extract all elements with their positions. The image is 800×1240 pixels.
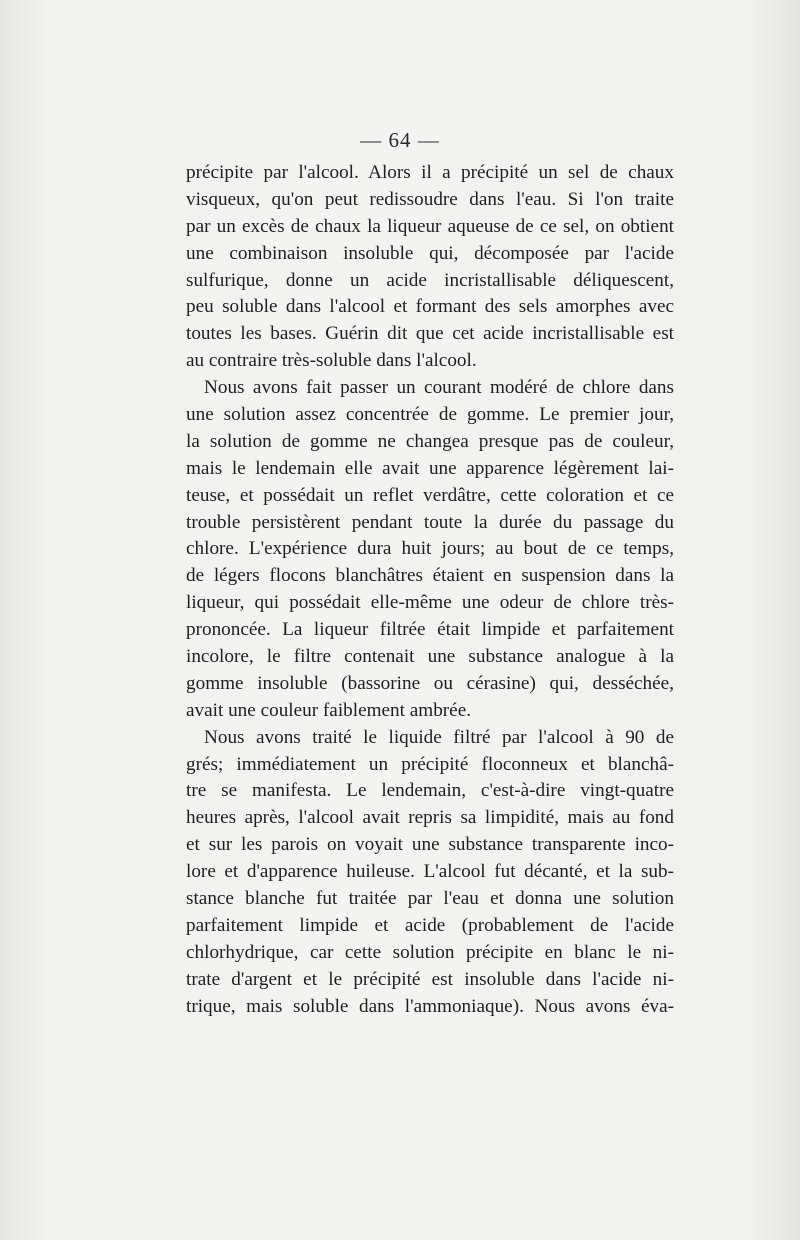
text-line: la solution de gomme ne changea presque pas de couleur, xyxy=(186,430,674,452)
text-line: sulfurique, donne un acide incristallisable déliquescent, xyxy=(186,269,674,291)
text-line: peu soluble dans l'alcool et formant des sels amorphes avec xyxy=(186,296,674,318)
text-line: une combinaison insoluble qui, décomposée par l'acide xyxy=(186,242,674,264)
text-line: grés; immédiatement un précipité floconneux et blanchâ- xyxy=(186,753,674,775)
text-line: stance blanche fut traitée par l'eau et donna une solution xyxy=(186,888,674,910)
text-line: une solution assez concentrée de gomme. Le premier jour, xyxy=(186,404,674,426)
text-line: de légers flocons blanchâtres étaient en suspension dans la xyxy=(186,565,674,587)
paragraph xyxy=(186,725,674,1021)
text-line: gomme insoluble (bassorine ou cérasine) qui, desséchée, xyxy=(186,672,674,694)
text-line: par un excès de chaux la liqueur aqueuse de ce sel, on obtient xyxy=(186,215,674,237)
text-line: prononcée. La liqueur filtrée était limpide et parfaitement xyxy=(186,619,674,641)
text-line: lore et d'apparence huileuse. L'alcool fut décanté, et la sub- xyxy=(186,861,674,883)
text-line: Nous avons traité le liquide filtré par l'alcool à 90 de xyxy=(204,726,674,748)
text-line: mais le lendemain elle avait une apparence légèrement lai- xyxy=(186,457,674,479)
text-line: toutes les bases. Guérin dit que cet acide incristallisable est xyxy=(186,323,674,345)
text-line: trate d'argent et le précipité est insoluble dans l'acide ni- xyxy=(186,968,674,990)
text-line: incolore, le filtre contenait une substance analogue à la xyxy=(186,646,674,668)
text-line: chlore. L'expérience dura huit jours; au bout de ce temps, xyxy=(186,538,674,560)
paragraph xyxy=(186,375,674,725)
page-number: — 64 — xyxy=(360,128,440,152)
text-line: chlorhydrique, car cette solution précipite en blanc le ni- xyxy=(186,941,674,963)
text-line: Nous avons fait passer un courant modéré de chlore dans xyxy=(204,377,674,399)
text-line: et sur les parois on voyait une substance transparente inco- xyxy=(186,834,674,856)
text-line: teuse, et possédait un reflet verdâtre, cette coloration et ce xyxy=(186,484,674,506)
text-line: au contraire très-soluble dans l'alcool. xyxy=(186,350,477,372)
paragraph xyxy=(186,160,674,375)
text-line: trique, mais soluble dans l'ammoniaque). Nous avons éva- xyxy=(186,995,674,1017)
text-line: visqueux, qu'on peut redissoudre dans l'eau. Si l'on traite xyxy=(186,188,674,210)
text-line: parfaitement limpide et acide (probablement de l'acide xyxy=(186,914,674,936)
body-text xyxy=(186,160,674,1021)
text-line: heures après, l'alcool avait repris sa limpidité, mais au fond xyxy=(186,807,674,829)
text-line: avait une couleur faiblement ambrée. xyxy=(186,699,472,721)
text-line: liqueur, qui possédait elle-même une odeur de chlore très- xyxy=(186,592,674,614)
text-line: précipite par l'alcool. Alors il a précipité un sel de chaux xyxy=(186,162,674,183)
text-line: trouble persistèrent pendant toute la durée du passage du xyxy=(186,511,674,533)
text-line: tre se manifesta. Le lendemain, c'est-à-dire vingt-quatre xyxy=(186,780,674,802)
